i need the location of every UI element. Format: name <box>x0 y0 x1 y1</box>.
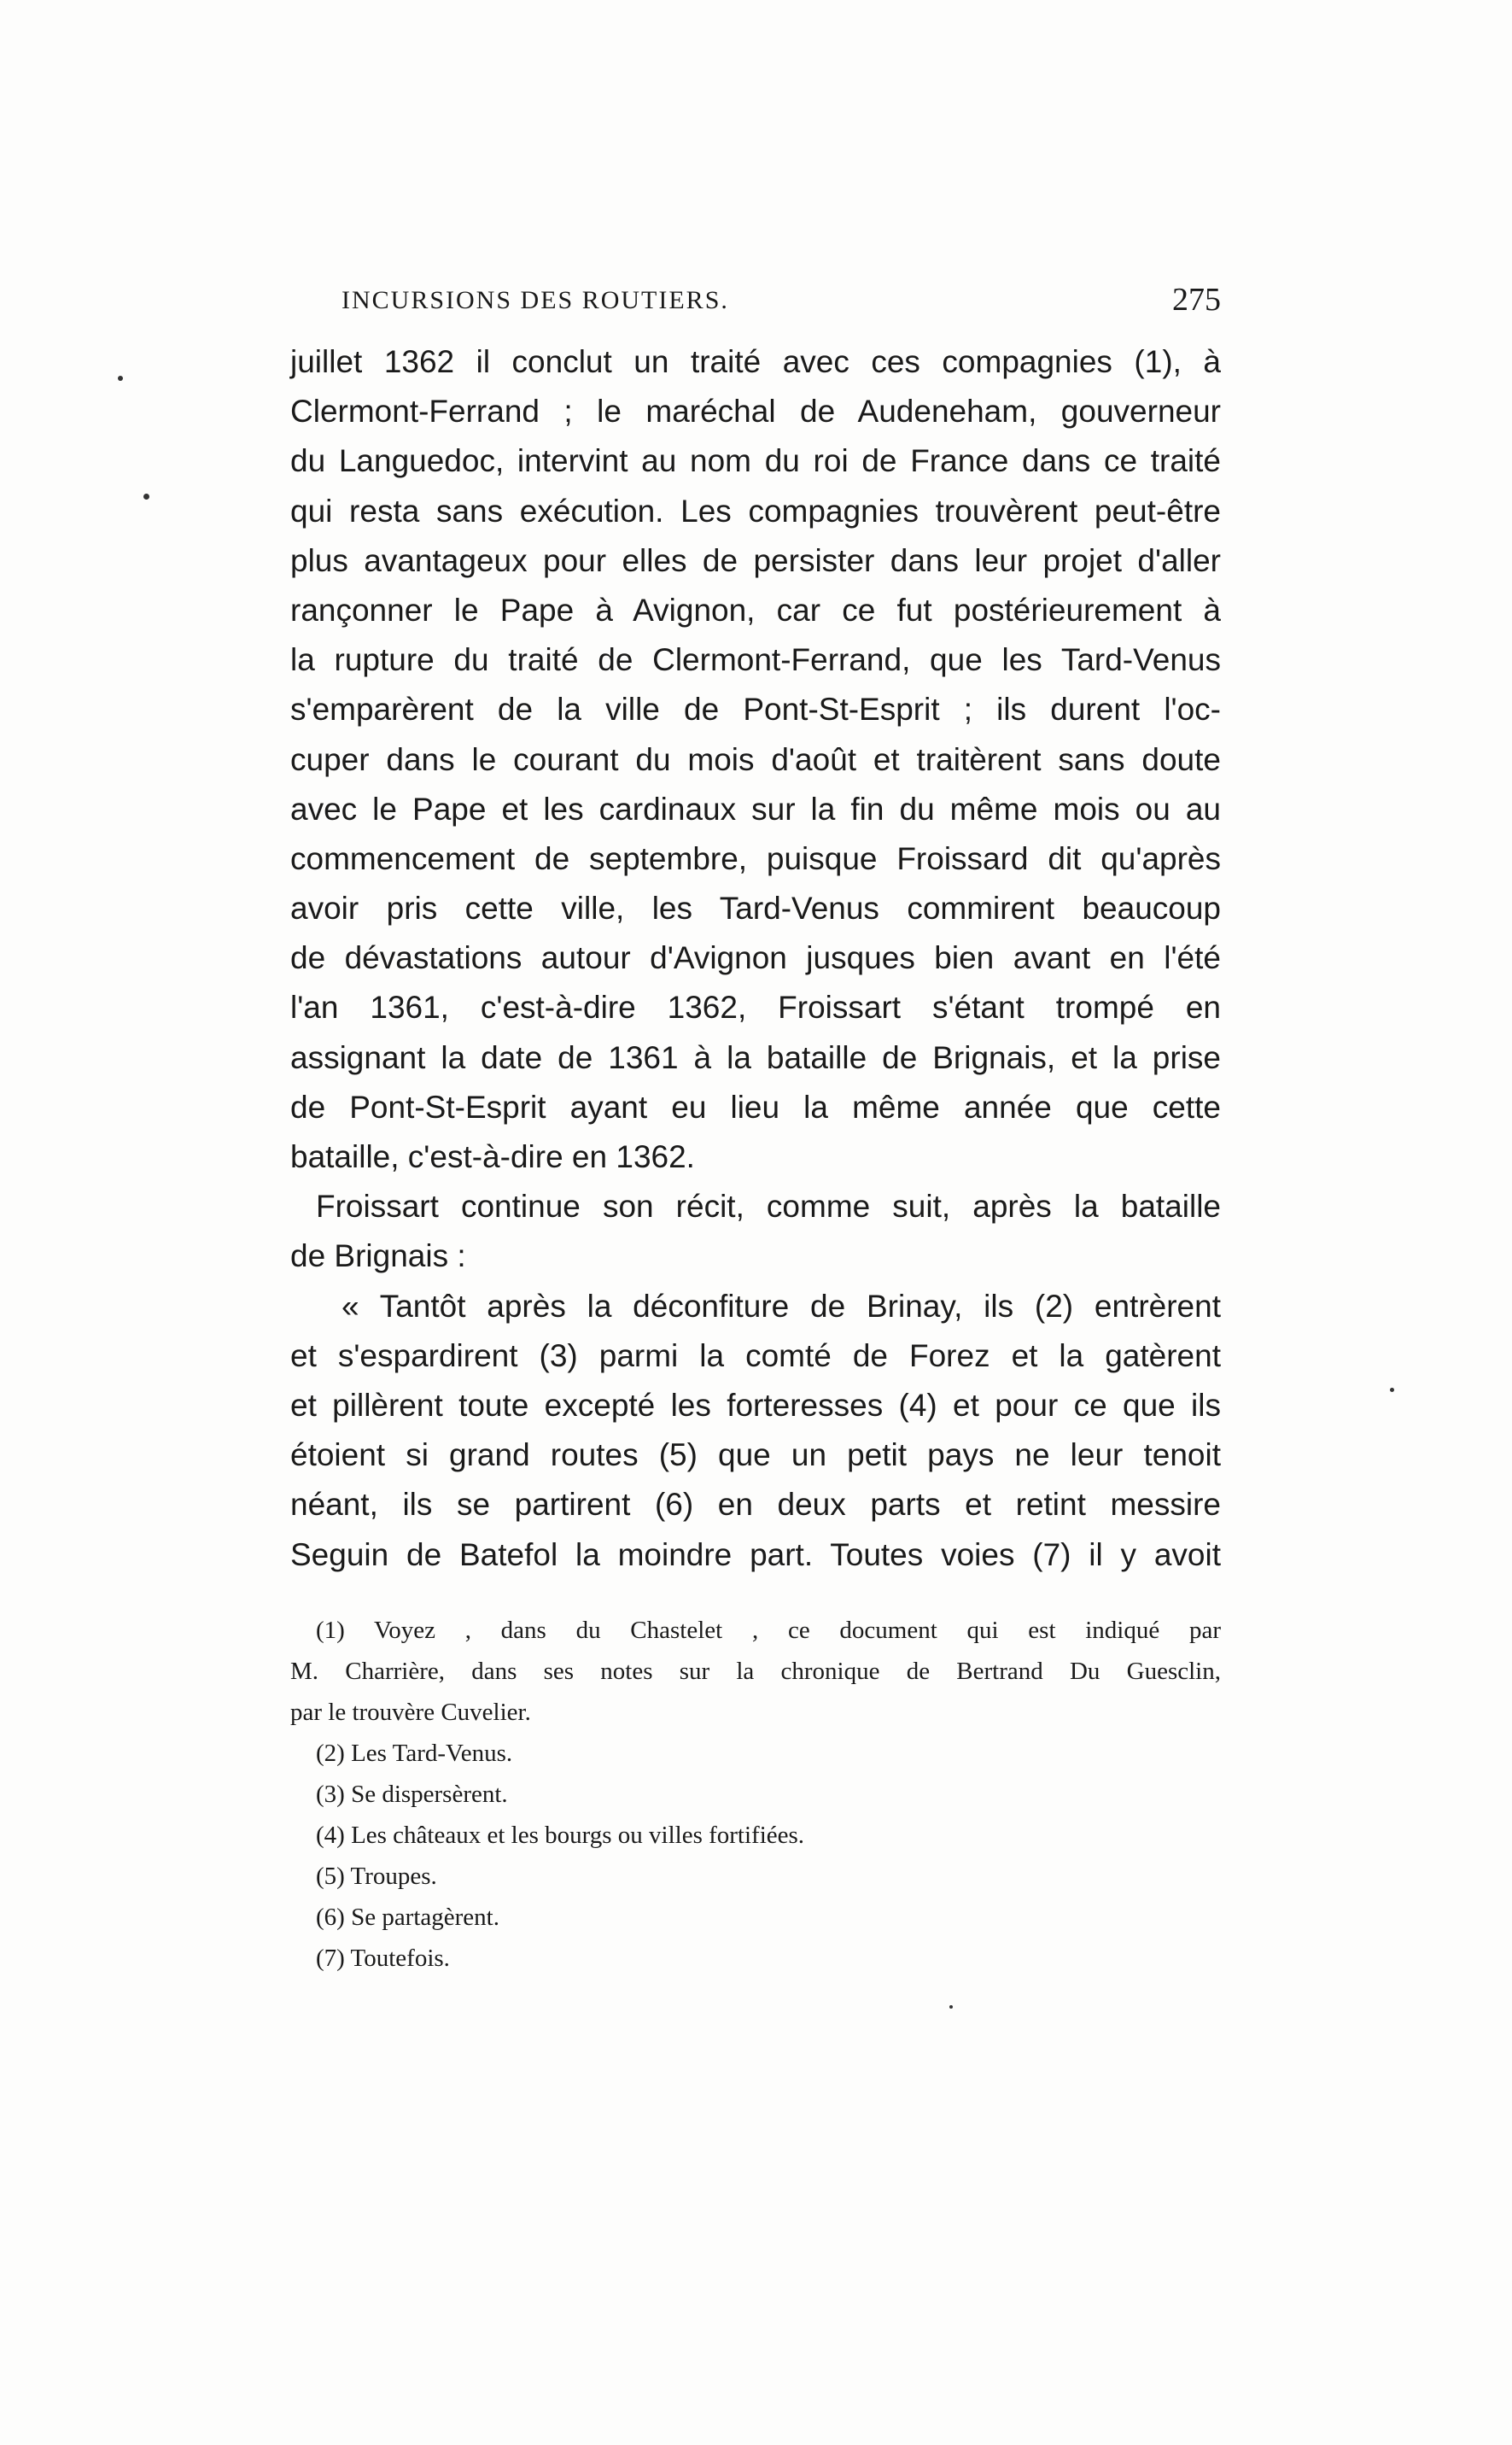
body-line: et s'espardirent (3) parmi la comté de Forez et la gatèrent <box>290 1337 1221 1373</box>
body-line: plus avantageux pour elles de persister dans leur projet d'aller <box>290 542 1221 578</box>
footnotes <box>290 1610 1221 1979</box>
body-line: de Brignais : <box>290 1238 466 1274</box>
body-line: avec le Pape et les cardinaux sur la fin du même mois ou au <box>290 791 1221 827</box>
body-line: Froissart continue son récit, comme suit, après la bataille <box>316 1189 1221 1225</box>
body-line: de Pont-St-Esprit ayant eu lieu la même année que cette <box>290 1089 1221 1125</box>
running-title: INCURSIONS DES ROUTIERS. <box>342 286 729 314</box>
body-line: « Tantôt après la déconfiture de Brinay, ils (2) entrèrent <box>342 1288 1221 1324</box>
body-line: étoient si grand routes (5) que un petit pays ne leur tenoit <box>290 1437 1221 1473</box>
body-line: commencement de septembre, puisque Froissard dit qu'après <box>290 840 1221 876</box>
page-number: 275 <box>1172 282 1221 318</box>
scan-speck <box>143 494 149 500</box>
body-line: du Languedoc, intervint au nom du roi de France dans ce traité <box>290 443 1221 479</box>
running-head <box>290 282 1221 329</box>
body-line: la rupture du traité de Clermont-Ferrand, que les Tard-Venus <box>290 642 1221 678</box>
scan-speck <box>1390 1388 1394 1392</box>
body-line: rançonner le Pape à Avignon, car ce fut postérieurement à <box>290 592 1221 628</box>
body-line: s'emparèrent de la ville de Pont-St-Esprit ; ils durent l'oc- <box>290 692 1221 728</box>
body-line: et pillèrent toute excepté les forteresses (4) et pour ce que ils <box>290 1387 1221 1423</box>
scan-speck <box>949 2005 953 2009</box>
body-line: Seguin de Batefol la moindre part. Toutes voies (7) il y avoit <box>290 1536 1221 1572</box>
body-line: Clermont-Ferrand ; le maréchal de Audeneham, gouverneur <box>290 394 1221 430</box>
body-line: qui resta sans exécution. Les compagnies trouvèrent peut-être <box>290 493 1221 529</box>
body-line: néant, ils se partirent (6) en deux parts et retint messire <box>290 1487 1221 1523</box>
body-line: de dévastations autour d'Avignon jusques bien avant en l'été <box>290 940 1221 976</box>
footnote-1-line-3: par le trouvère Cuvelier. <box>290 1699 531 1726</box>
body-line: l'an 1361, c'est-à-dire 1362, Froissart s'étant trompé en <box>290 990 1221 1026</box>
scan-speck <box>118 376 123 381</box>
footnote-2: (2) Les Tard-Venus. <box>316 1740 513 1767</box>
body-text <box>290 337 1221 1580</box>
footnote-1-line-2: M. Charrière, dans ses notes sur la chronique de Bertrand Du Guesclin, <box>290 1658 1221 1685</box>
body-line: assignant la date de 1361 à la bataille de Brignais, et la prise <box>290 1039 1221 1075</box>
footnote-3: (3) Se dispersèrent. <box>316 1781 508 1808</box>
footnote-5: (5) Troupes. <box>316 1863 437 1890</box>
footnote-4: (4) Les châteaux et les bourgs ou villes fortifiées. <box>316 1822 805 1849</box>
body-line: bataille, c'est-à-dire en 1362. <box>290 1139 695 1174</box>
body-line: cuper dans le courant du mois d'août et traitèrent sans doute <box>290 741 1221 777</box>
footnote-7: (7) Toutefois. <box>316 1945 450 1972</box>
body-line: avoir pris cette ville, les Tard-Venus commirent beaucoup <box>290 891 1221 927</box>
footnote-6: (6) Se partagèrent. <box>316 1904 499 1931</box>
body-line: juillet 1362 il conclut un traité avec ces compagnies (1), à <box>290 344 1221 379</box>
footnote-1-line-1: (1) Voyez , dans du Chastelet , ce document qui est indiqué par <box>316 1617 1221 1644</box>
